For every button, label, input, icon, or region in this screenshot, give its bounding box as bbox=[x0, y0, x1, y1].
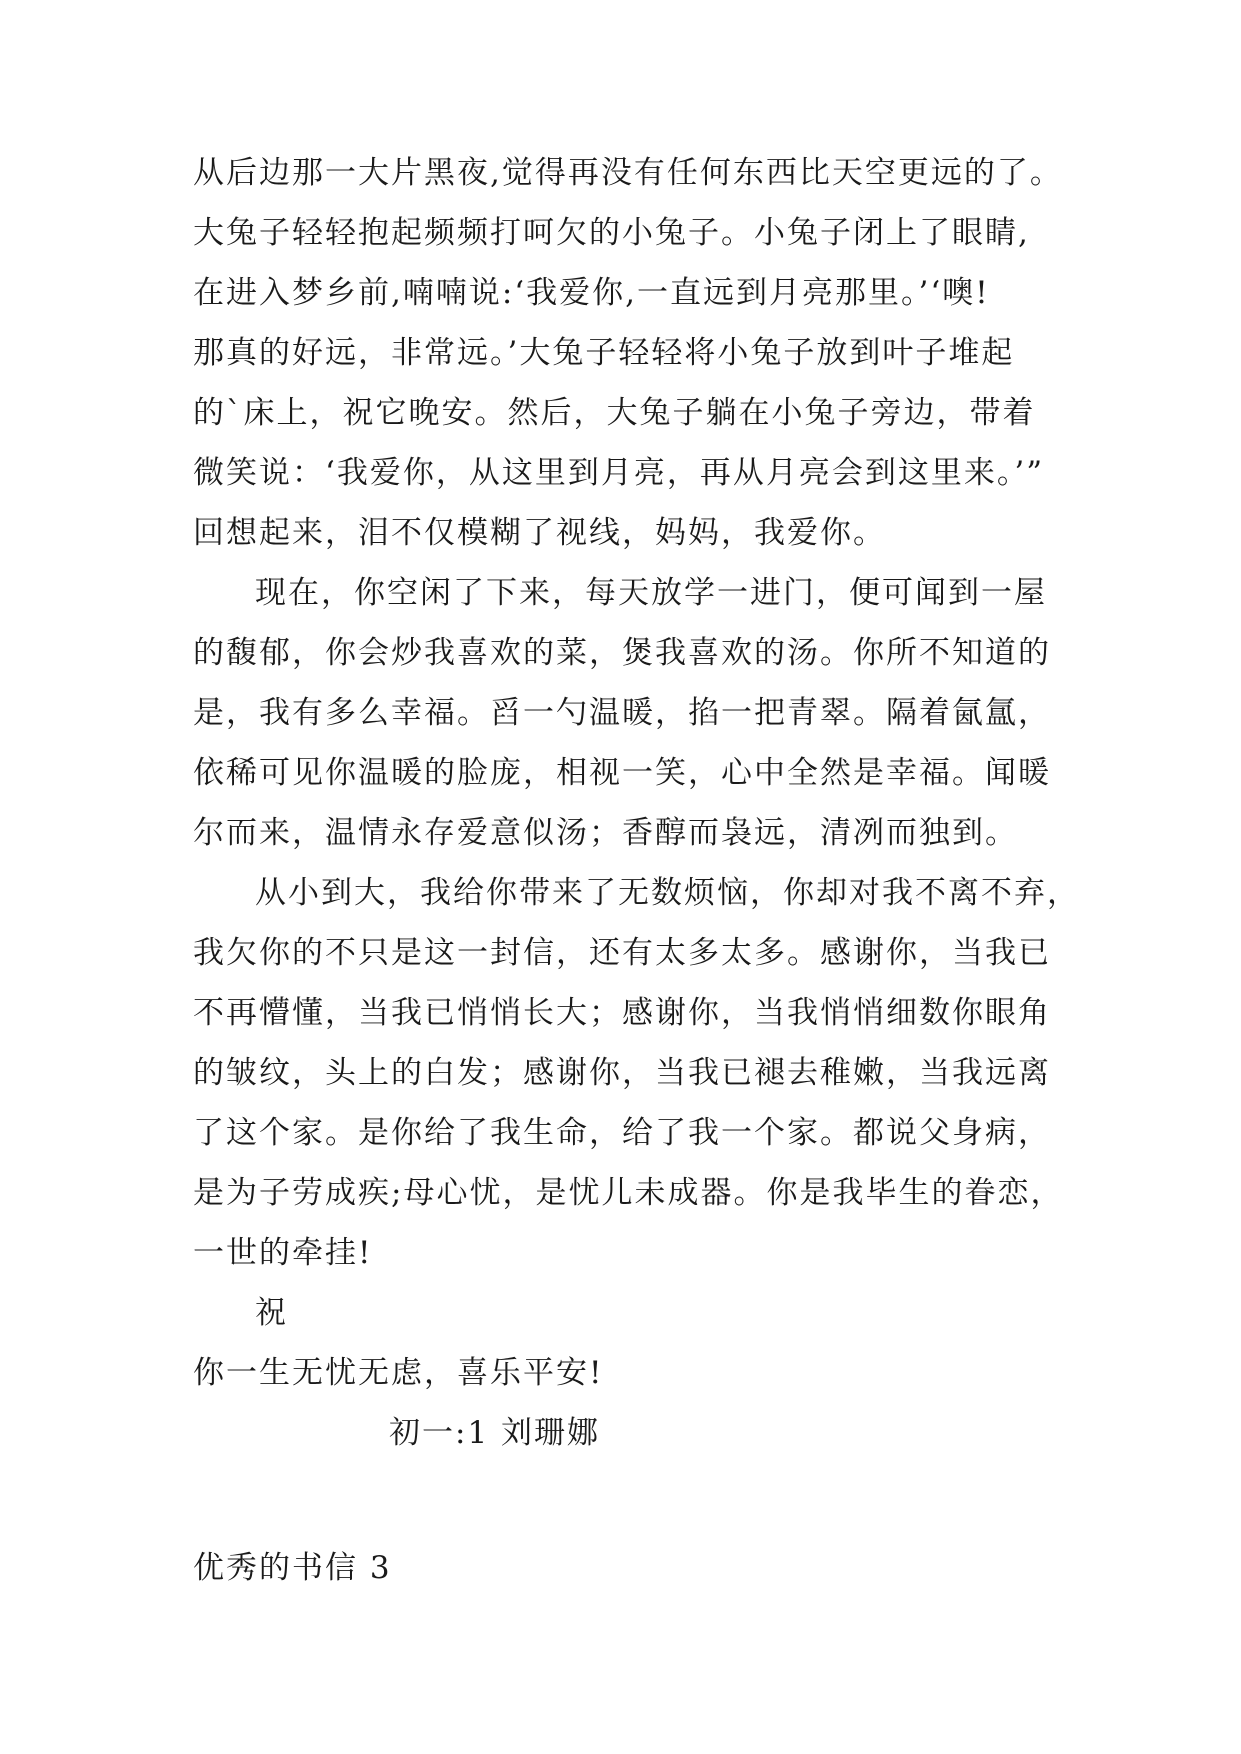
paragraph-line: 的皱纹，头上的白发；感谢你，当我已褪去稚嫩，当我远离 bbox=[193, 1055, 1051, 1091]
paragraph-line: 我欠你的不只是这一封信，还有太多太多。感谢你，当我已 bbox=[193, 935, 1051, 971]
paragraph-line: 微笑说：‘我爱你，从这里到月亮，再从月亮会到这里来。’” bbox=[193, 455, 1045, 491]
paragraph-line: 的馥郁，你会炒我喜欢的菜，煲我喜欢的汤。你所不知道的 bbox=[193, 635, 1051, 671]
paragraph-line: 依稀可见你温暖的脸庞，相视一笑，心中全然是幸福。闻暖 bbox=[193, 755, 1051, 791]
paragraph-line: 不再懵懂，当我已悄悄长大；感谢你，当我悄悄细数你眼角 bbox=[193, 995, 1051, 1031]
section-heading: 优秀的书信 3 bbox=[193, 1550, 392, 1586]
paragraph-line: 的`床上，祝它晚安。然后，大兔子躺在小兔子旁边，带着 bbox=[193, 395, 1036, 431]
paragraph-line: 大兔子轻轻抱起频频打呵欠的小兔子。小兔子闭上了眼睛, bbox=[193, 215, 1030, 251]
paragraph-line: 一世的牵挂! bbox=[193, 1235, 373, 1271]
closing-blessing: 你一生无忧无虑，喜乐平安! bbox=[193, 1355, 604, 1391]
paragraph-line: 尔而来，温情永存爱意似汤；香醇而袅远，清冽而独到。 bbox=[193, 815, 1018, 851]
closing-wish: 祝 bbox=[255, 1295, 288, 1331]
paragraph-line: 那真的好远，非常远。’大兔子轻轻将小兔子放到叶子堆起 bbox=[193, 335, 1015, 371]
paragraph-line: 是，我有多么幸福。舀一勺温暖，掐一把青翠。隔着氤氲， bbox=[193, 695, 1051, 731]
paragraph-first-line: 从小到大，我给你带来了无数烦恼，你却对我不离不弃， bbox=[255, 875, 1080, 911]
paragraph-first-line: 现在，你空闲了下来，每天放学一进门，便可闻到一屋 bbox=[255, 575, 1047, 611]
paragraph-line: 是为子劳成疾;母心忧，是忧儿未成器。你是我毕生的眷恋， bbox=[193, 1175, 1064, 1211]
paragraph-line: 了这个家。是你给了我生命，给了我一个家。都说父身病， bbox=[193, 1115, 1051, 1151]
paragraph-line: 回想起来，泪不仅模糊了视线，妈妈，我爱你。 bbox=[193, 515, 886, 551]
paragraph-line: 在进入梦乡前,喃喃说:‘我爱你,一直远到月亮那里。’‘噢! bbox=[193, 275, 990, 311]
signature: 初一:1 刘珊娜 bbox=[389, 1415, 601, 1451]
paragraph-line: 从后边那一大片黑夜,觉得再没有任何东西比天空更远的了。 bbox=[193, 155, 1063, 191]
